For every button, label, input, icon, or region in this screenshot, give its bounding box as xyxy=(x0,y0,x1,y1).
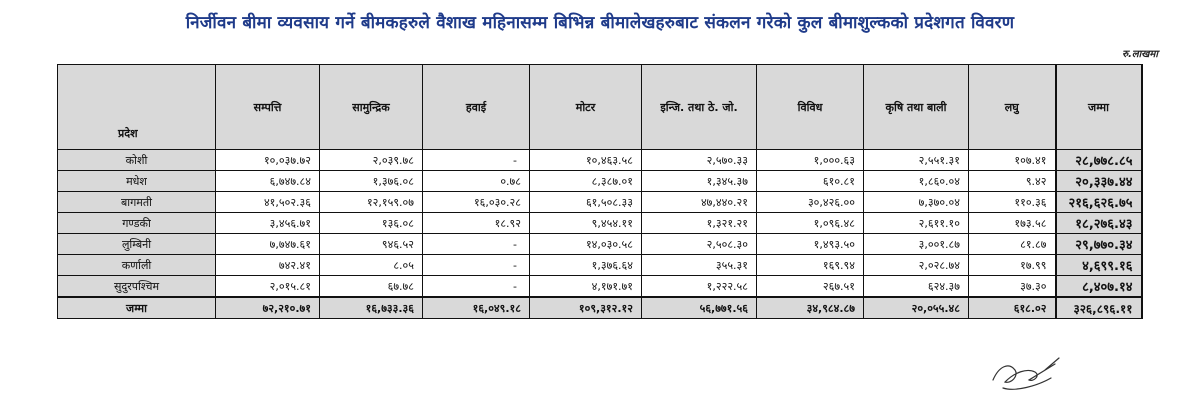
cell-value: १०७.४१ xyxy=(969,150,1056,171)
cell-value: २,५०८.३० xyxy=(642,234,757,255)
total-value: २०,०५५.४८ xyxy=(864,297,969,319)
cell-value: २,०२८.७४ xyxy=(864,255,969,276)
cell-value: ६१०.८१ xyxy=(757,171,864,192)
table-row xyxy=(58,171,1142,192)
cell-value: - xyxy=(423,255,530,276)
cell-row-total: २१६,६२६.७५ xyxy=(1056,192,1142,213)
header-micro: लघु xyxy=(969,65,1056,150)
table-row xyxy=(58,213,1142,234)
cell-value: १,२२२.५८ xyxy=(642,276,757,298)
cell-value: ९.४२ xyxy=(969,171,1056,192)
header-engineering: इन्जि. तथा ठे. जो. xyxy=(642,65,757,150)
cell-value: ४१,५०२.३६ xyxy=(216,192,320,213)
cell-value: २,६११.१० xyxy=(864,213,969,234)
cell-value: ३०,४२६.०० xyxy=(757,192,864,213)
cell-value: ०.७८ xyxy=(423,171,530,192)
cell-value: १२,१५९.०७ xyxy=(320,192,423,213)
cell-value: १०,४६३.५८ xyxy=(530,150,642,171)
cell-province: मधेश xyxy=(58,171,216,192)
cell-value: ७४२.४१ xyxy=(216,255,320,276)
cell-value: ३,००१.८७ xyxy=(864,234,969,255)
cell-value: २,०१५.८१ xyxy=(216,276,320,298)
cell-province: कोशी xyxy=(58,150,216,171)
cell-row-total: २०,३३७.४४ xyxy=(1056,171,1142,192)
cell-value: ९,४५४.११ xyxy=(530,213,642,234)
grand-total: ३२६,८९६.११ xyxy=(1056,297,1142,319)
cell-value: - xyxy=(423,234,530,255)
signature-image xyxy=(985,350,1065,398)
table-row xyxy=(58,192,1142,213)
cell-value: ६७.७८ xyxy=(320,276,423,298)
cell-value: १७.९९ xyxy=(969,255,1056,276)
cell-value: १६९.९४ xyxy=(757,255,864,276)
total-value: ३४,९८४.८७ xyxy=(757,297,864,319)
table-row xyxy=(58,255,1142,276)
cell-value: २६७.५१ xyxy=(757,276,864,298)
cell-value: १,३७६.६४ xyxy=(530,255,642,276)
cell-value: ९४६.५२ xyxy=(320,234,423,255)
cell-province: सुदुरपश्चिम xyxy=(58,276,216,298)
cell-value: ६२४.३७ xyxy=(864,276,969,298)
header-total: जम्मा xyxy=(1056,65,1142,150)
total-value: ७२,२१०.७१ xyxy=(216,297,320,319)
cell-value: १,०९६.४८ xyxy=(757,213,864,234)
cell-province: लुम्बिनी xyxy=(58,234,216,255)
cell-value: ६,७४७.८४ xyxy=(216,171,320,192)
cell-province: कर्णाली xyxy=(58,255,216,276)
header-aviation: हवाई xyxy=(423,65,530,150)
cell-value: ४७,४४०.२१ xyxy=(642,192,757,213)
total-value: १०९,३१२.१२ xyxy=(530,297,642,319)
cell-row-total: ८,४०७.१४ xyxy=(1056,276,1142,298)
cell-value: ८१.८७ xyxy=(969,234,1056,255)
cell-row-total: २८,७७८.८५ xyxy=(1056,150,1142,171)
cell-value: १,३२१.२१ xyxy=(642,213,757,234)
cell-value: ६१,५०८.३३ xyxy=(530,192,642,213)
cell-value: ४,१७१.७१ xyxy=(530,276,642,298)
cell-value: १,०००.६३ xyxy=(757,150,864,171)
header-province: प्रदेश xyxy=(58,65,216,150)
cell-value: ३,४५६.७१ xyxy=(216,213,320,234)
cell-value: १३६.०८ xyxy=(320,213,423,234)
cell-value: ३५५.३१ xyxy=(642,255,757,276)
cell-value: ७,३७०.०४ xyxy=(864,192,969,213)
cell-value: ८.०५ xyxy=(320,255,423,276)
header-miscellaneous: विविध xyxy=(757,65,864,150)
total-value: ५६,७७१.५६ xyxy=(642,297,757,319)
header-property: सम्पत्ति xyxy=(216,65,320,150)
cell-value: १८.९२ xyxy=(423,213,530,234)
cell-value: १६,०३०.२८ xyxy=(423,192,530,213)
header-motor: मोटर xyxy=(530,65,642,150)
total-label: जम्मा xyxy=(58,297,216,319)
cell-value: ३७.३० xyxy=(969,276,1056,298)
cell-row-total: ४,६९९.१६ xyxy=(1056,255,1142,276)
table-row xyxy=(58,276,1142,298)
cell-row-total: १८,२७६.४३ xyxy=(1056,213,1142,234)
cell-value: ८,३८७.०१ xyxy=(530,171,642,192)
header-row xyxy=(58,65,1142,150)
table-row xyxy=(58,234,1142,255)
total-value: १६,०४९.१८ xyxy=(423,297,530,319)
cell-value: १४,०३०.५८ xyxy=(530,234,642,255)
cell-value: १,८६०.०४ xyxy=(864,171,969,192)
cell-value: २,५७०.३३ xyxy=(642,150,757,171)
cell-value: २,०३९.७८ xyxy=(320,150,423,171)
total-row xyxy=(58,297,1142,319)
total-value: १६,७३३.३६ xyxy=(320,297,423,319)
cell-value: ७,७४७.६१ xyxy=(216,234,320,255)
header-marine: सामुन्द्रिक xyxy=(320,65,423,150)
table-row xyxy=(58,150,1142,171)
cell-value: १७३.५८ xyxy=(969,213,1056,234)
cell-value: १,४९३.५० xyxy=(757,234,864,255)
cell-value: १,३४५.३७ xyxy=(642,171,757,192)
report-title: निर्जीवन बीमा व्यवसाय गर्ने बीमकहरुले वैशाख महिनासम्म बिभिन्न बीमालेखहरुबाट संकलन गरेको कुल बीमाशुल्कको प्रदेशगत विवरण xyxy=(185,13,1015,33)
unit-label: रु.लाखमा xyxy=(1122,49,1158,60)
cell-province: बागमती xyxy=(58,192,216,213)
cell-value: २,५५१.३१ xyxy=(864,150,969,171)
total-value: ६१८.०२ xyxy=(969,297,1056,319)
header-agriculture: कृषि तथा बाली xyxy=(864,65,969,150)
cell-value: - xyxy=(423,276,530,298)
premium-table xyxy=(57,64,1143,319)
cell-value: - xyxy=(423,150,530,171)
cell-value: ११०.३६ xyxy=(969,192,1056,213)
cell-row-total: २९,७७०.३४ xyxy=(1056,234,1142,255)
cell-value: १,३७६.०८ xyxy=(320,171,423,192)
cell-province: गण्डकी xyxy=(58,213,216,234)
cell-value: १०,०३७.७२ xyxy=(216,150,320,171)
